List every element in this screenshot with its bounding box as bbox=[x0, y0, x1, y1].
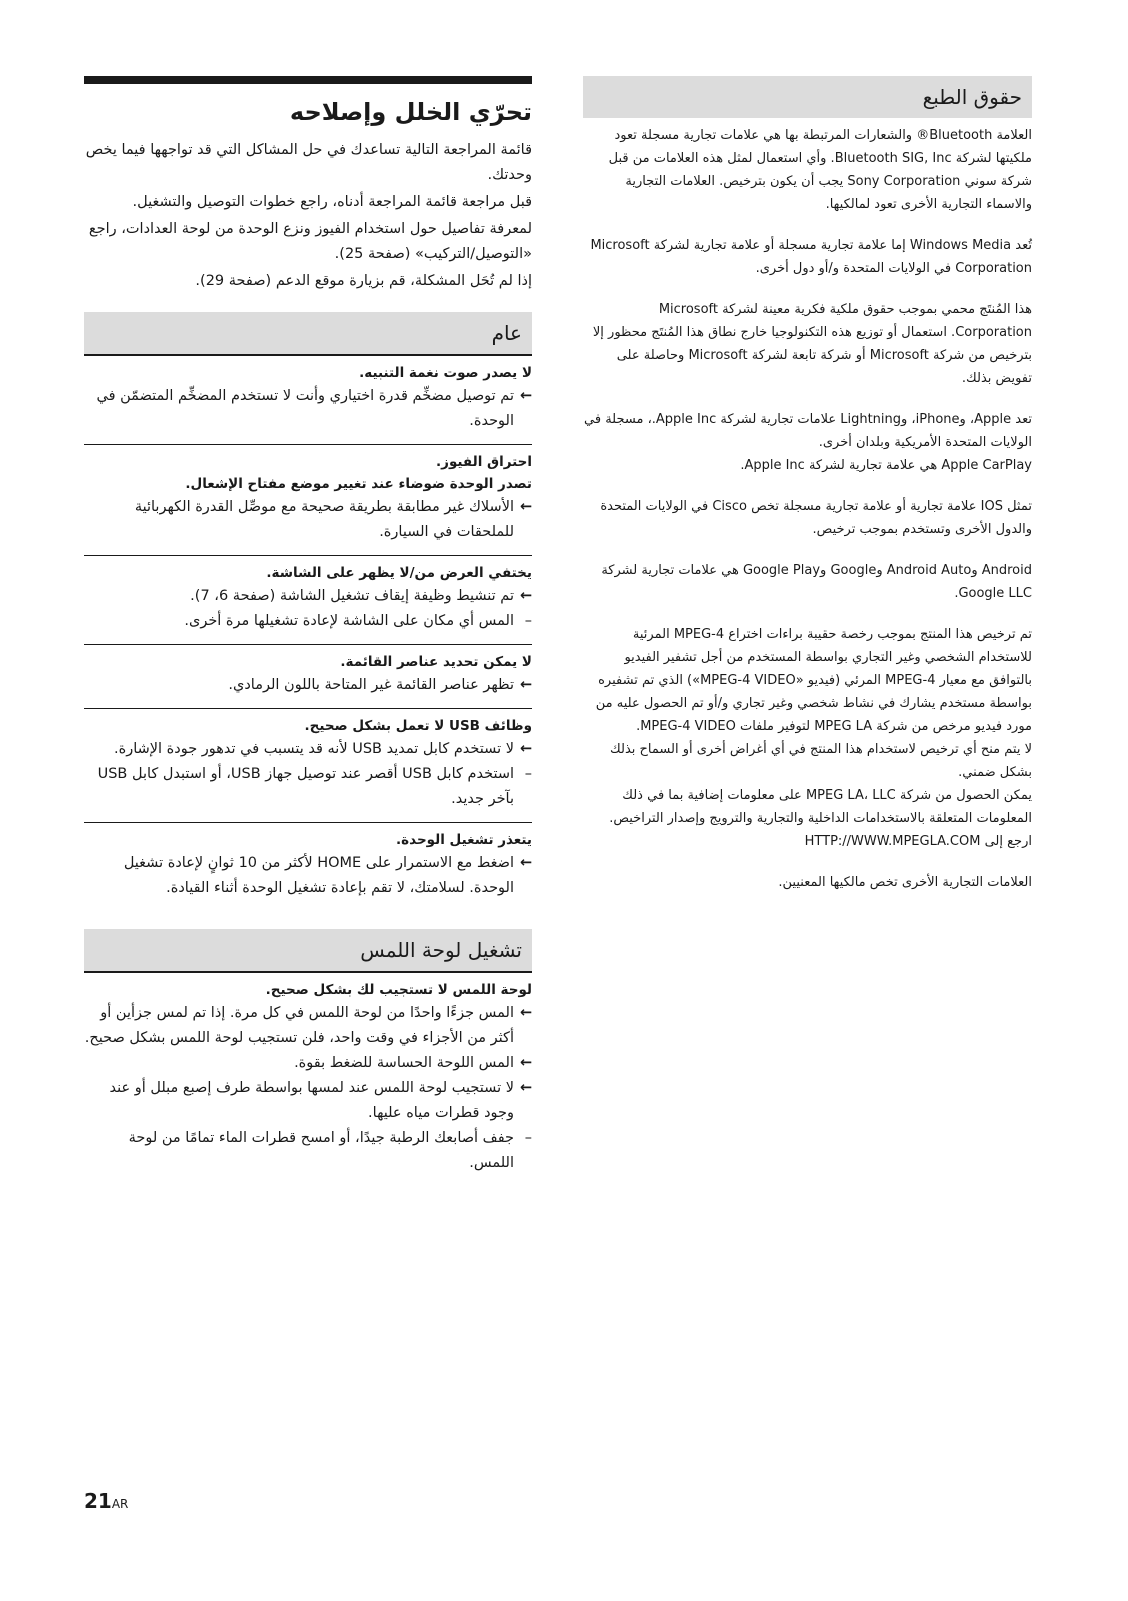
trouble-title: لا يمكن تحديد عناصر القائمة. bbox=[340, 654, 532, 670]
remedy-line: – جفف أصابعك الرطبة جيدًا، أو امسح قطرات الماء تمامًا من لوحة اللمس. bbox=[84, 1126, 532, 1176]
trouble-item bbox=[84, 444, 532, 555]
general-items bbox=[84, 354, 532, 911]
trouble-title: لا يصدر صوت نغمة التنبيه. bbox=[359, 365, 532, 381]
intro-paragraph: قائمة المراجعة التالية تساعدك في حل المشاكل التي قد تواجهها فيما يخص وحدتك. bbox=[85, 142, 532, 183]
trouble-title: تصدر الوحدة ضوضاء عند تغيير موضع مفتاح الإشعال. bbox=[185, 476, 532, 492]
trouble-item bbox=[84, 822, 532, 911]
intro-paragraph: قبل مراجعة قائمة المراجعة أدناه، راجع خطوات التوصيل والتشغيل. bbox=[132, 194, 532, 210]
trouble-item bbox=[84, 644, 532, 708]
trademark-paragraph: لا يتم منح أي ترخيص لاستخدام هذا المنتج في أي أغراض أخرى أو السماح بذلك بشكل ضمني. bbox=[610, 742, 1032, 780]
trademark-paragraph: تُعد Windows Media إما علامة تجارية مسجلة أو علامة تجارية لشركة Microsoft Corporation في الولايات المتحدة و/أو دول أخرى. bbox=[590, 238, 1032, 276]
cause-line: ← الأسلاك غير مطابقة بطريقة صحيحة مع موصِّل القدرة الكهربائية للملحقات في السيارة. bbox=[84, 495, 532, 545]
trademark-paragraph: يمكن الحصول من شركة MPEG LA، LLC على معلومات إضافية بما في ذلك المعلومات المتعلقة بالاستخدامات الداخلية والتجارية والترويج وإصدار التراخيص. ارجع إلى HTTP://WWW.MPEGLA.COM bbox=[609, 788, 1032, 849]
cause-line: ← اضغط مع الاستمرار على HOME لأكثر من 10 ثوانٍ لإعادة تشغيل الوحدة. لسلامتك، لا تقم بإعادة تشغيل الوحدة أثناء القيادة. bbox=[84, 851, 532, 901]
cause-line: ← تم توصيل مضخِّم قدرة اختياري وأنت لا تستخدم المضخِّم المتضمّن في الوحدة. bbox=[84, 384, 532, 434]
cause-line: ← لا تستجيب لوحة اللمس عند لمسها بواسطة طرف إصبع مبلل أو عند وجود قطرات مياه عليها. bbox=[84, 1076, 532, 1126]
page-number-value: 21 bbox=[84, 1489, 112, 1513]
top-rule bbox=[84, 76, 532, 84]
trouble-title: لوحة اللمس لا تستجيب لك بشكل صحيح. bbox=[265, 982, 532, 998]
trademark-paragraph: العلامة Bluetooth® والشعارات المرتبطة بها هي علامات تجارية مسجلة تعود ملكيتها لشركة Bluetooth SIG, Inc. وأي استعمال لمثل هذه العلامات من قبل شركة سوني Sony Corporation يجب أن يكون بترخيص. العلامات التجارية والاسماء التجارية الأخرى تعود لمالكيها. bbox=[608, 128, 1032, 212]
trademark-paragraph: تمثل IOS علامة تجارية أو علامة تجارية مسجلة تخص Cisco في الولايات المتحدة والدول الأخرى وتستخدم بموجب ترخيص. bbox=[600, 499, 1032, 537]
troubleshooting-intro bbox=[84, 138, 532, 294]
trouble-item bbox=[84, 555, 532, 644]
trademark-paragraph: Android وAndroid Auto وGoogle وGoogle Play هي علامات تجارية لشركة Google LLC. bbox=[601, 563, 1032, 601]
trademark-block bbox=[583, 234, 1032, 280]
troubleshooting-column bbox=[84, 76, 532, 1186]
intro-paragraph: إذا لم تُحَل المشكلة، قم بزيارة موقع الدعم (صفحة 29). bbox=[195, 273, 532, 289]
touch-heading: تشغيل لوحة اللمس bbox=[84, 929, 532, 971]
trademark-paragraph: تم ترخيص هذا المنتج بموجب رخصة حقيبة براءات اختراع MPEG-4 المرئية للاستخدام الشخصي وغير التجاري بواسطة المستخدم من أجل تشفير الفيديو بالتوافق مع معيار MPEG-4 المرئي (فيديو «MPEG-4 VIDEO») الذي تم تشفيره بواسطة مستخدم يشارك في نشاط شخصي وغير تجاري و/أو تم الحصول عليه من مورد فيديو مرخص من شركة MPEG LA لتوفير ملفات MPEG-4 VIDEO. bbox=[595, 627, 1032, 734]
touch-items bbox=[84, 971, 532, 1186]
trademark-paragraph: هذا المُنتَج محمي بموجب حقوق ملكية فكرية معينة لشركة Microsoft Corporation. استعمال أو توزيع هذه التكنولوجيا خارج نطاق هذا المُنتَج محظور إلا بترخيص من شركة Microsoft أو شركة تابعة لشركة Microsoft وحاصلة على تفويض بذلك. bbox=[592, 302, 1032, 386]
cause-line: ← المس جزءًا واحدًا من لوحة اللمس في كل مرة. إذا تم لمس جزأين أو أكثر من الأجزاء في وقت واحد، فلن تستجيب لوحة اللمس بشكل صحيح. bbox=[84, 1001, 532, 1051]
page-number bbox=[84, 1489, 128, 1513]
trademark-paragraph: تعد Apple، وiPhone، وLightning علامات تجارية لشركة Apple Inc.، مسجلة في الولايات المتحدة الأمريكية وبلدان أخرى. bbox=[584, 412, 1032, 450]
trademarks-heading: حقوق الطبع bbox=[583, 76, 1032, 118]
trademark-block bbox=[583, 408, 1032, 477]
trouble-title: وظائف USB لا تعمل بشكل صحيح. bbox=[304, 718, 532, 734]
trademarks-column bbox=[583, 76, 1032, 912]
cause-line: ← لا تستخدم كابل تمديد USB لأنه قد يتسبب في تدهور جودة الإشارة. bbox=[84, 737, 532, 762]
trademarks-body bbox=[583, 124, 1032, 894]
general-section-header bbox=[84, 312, 532, 354]
trademark-block bbox=[583, 559, 1032, 605]
trouble-item bbox=[84, 708, 532, 822]
page-language-suffix: AR bbox=[111, 1497, 129, 1511]
trouble-title: يختفي العرض من/لا يظهر على الشاشة. bbox=[266, 565, 532, 581]
trademark-paragraph: Apple CarPlay هي علامة تجارية لشركة Apple Inc. bbox=[740, 458, 1032, 473]
cause-line: ← تم تنشيط وظيفة إيقاف تشغيل الشاشة (صفحة 6، 7). bbox=[84, 584, 532, 609]
trademark-block bbox=[583, 871, 1032, 894]
trademark-block bbox=[583, 124, 1032, 216]
cause-line: ← تظهر عناصر القائمة غير المتاحة باللون الرمادي. bbox=[84, 673, 532, 698]
trouble-title: احتراق الفيوز. bbox=[436, 454, 532, 470]
trademark-block bbox=[583, 623, 1032, 853]
cause-line: ← المس اللوحة الحساسة للضغط بقوة. bbox=[84, 1051, 532, 1076]
trademark-paragraph: العلامات التجارية الأخرى تخص مالكيها المعنيين. bbox=[778, 875, 1032, 890]
remedy-line: – المس أي مكان على الشاشة لإعادة تشغيلها مرة أخرى. bbox=[84, 609, 532, 634]
trouble-item bbox=[84, 354, 532, 444]
trouble-title: يتعذر تشغيل الوحدة. bbox=[396, 832, 532, 848]
touch-section-header bbox=[84, 929, 532, 971]
remedy-line: – استخدم كابل USB أقصر عند توصيل جهاز USB، أو استبدل كابل USB بآخر جديد. bbox=[84, 762, 532, 812]
trademark-block bbox=[583, 298, 1032, 390]
general-heading: عام bbox=[84, 312, 532, 354]
trouble-item bbox=[84, 971, 532, 1186]
trademark-block bbox=[583, 495, 1032, 541]
troubleshooting-title: تحرّي الخلل وإصلاحه bbox=[289, 98, 532, 126]
intro-paragraph: لمعرفة تفاصيل حول استخدام الفيوز ونزع الوحدة من لوحة العدادات، راجع «التوصيل/التركيب» (صفحة 25). bbox=[88, 221, 532, 262]
